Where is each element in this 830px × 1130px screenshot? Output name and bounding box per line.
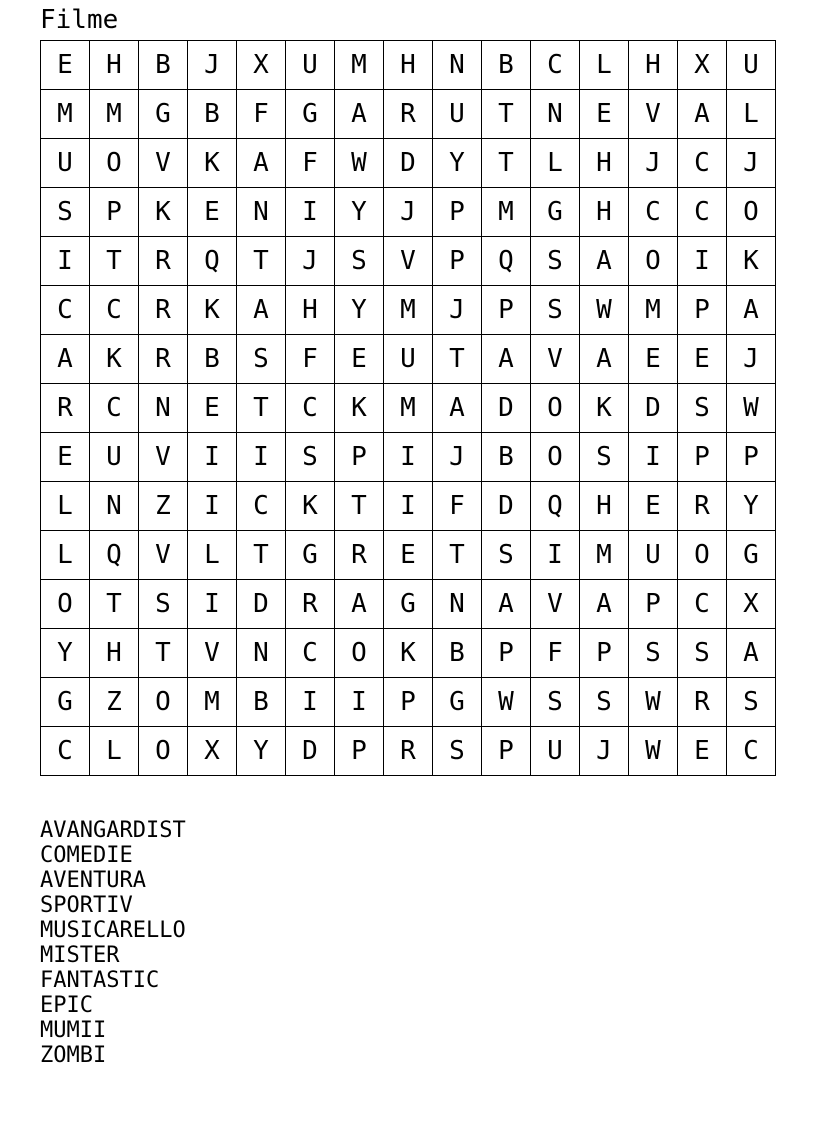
grid-cell[interactable]: U: [384, 335, 433, 384]
grid-cell[interactable]: I: [384, 433, 433, 482]
grid-cell[interactable]: O: [139, 678, 188, 727]
grid-cell[interactable]: M: [482, 188, 531, 237]
grid-cell[interactable]: I: [286, 678, 335, 727]
grid-cell[interactable]: H: [580, 482, 629, 531]
grid-cell[interactable]: J: [727, 335, 776, 384]
grid-cell[interactable]: S: [629, 629, 678, 678]
grid-cell[interactable]: C: [629, 188, 678, 237]
grid-cell[interactable]: K: [90, 335, 139, 384]
grid-cell[interactable]: S: [531, 678, 580, 727]
word-list-item: AVENTURA: [40, 868, 146, 893]
grid-cell[interactable]: O: [139, 727, 188, 776]
grid-cell[interactable]: A: [433, 384, 482, 433]
grid-cell[interactable]: M: [188, 678, 237, 727]
grid-cell[interactable]: T: [482, 90, 531, 139]
grid-cell[interactable]: C: [286, 384, 335, 433]
grid-cell[interactable]: G: [286, 90, 335, 139]
grid-cell[interactable]: V: [531, 580, 580, 629]
grid-row: [41, 727, 776, 776]
grid-cell[interactable]: L: [531, 139, 580, 188]
grid-cell[interactable]: I: [335, 678, 384, 727]
grid-cell[interactable]: B: [482, 433, 531, 482]
grid-cell[interactable]: J: [433, 286, 482, 335]
grid-cell[interactable]: C: [41, 286, 90, 335]
grid-cell[interactable]: G: [286, 531, 335, 580]
grid-cell[interactable]: W: [335, 139, 384, 188]
grid-cell[interactable]: P: [482, 286, 531, 335]
grid-cell[interactable]: U: [433, 90, 482, 139]
grid-cell[interactable]: T: [237, 384, 286, 433]
grid-cell[interactable]: J: [433, 433, 482, 482]
grid-row: [41, 90, 776, 139]
grid-cell[interactable]: C: [678, 580, 727, 629]
grid-cell[interactable]: O: [678, 531, 727, 580]
grid-cell[interactable]: U: [629, 531, 678, 580]
grid-cell[interactable]: L: [41, 531, 90, 580]
grid-cell[interactable]: T: [90, 580, 139, 629]
grid-cell[interactable]: E: [629, 335, 678, 384]
grid-cell[interactable]: H: [90, 629, 139, 678]
grid-cell[interactable]: M: [384, 286, 433, 335]
grid-cell[interactable]: R: [384, 90, 433, 139]
grid-cell[interactable]: A: [237, 139, 286, 188]
grid-cell[interactable]: Y: [727, 482, 776, 531]
grid-cell[interactable]: S: [433, 727, 482, 776]
grid-cell[interactable]: C: [531, 41, 580, 90]
grid-cell[interactable]: L: [188, 531, 237, 580]
grid-cell[interactable]: U: [531, 727, 580, 776]
grid-cell[interactable]: G: [531, 188, 580, 237]
grid-cell[interactable]: K: [727, 237, 776, 286]
grid-cell[interactable]: Y: [41, 629, 90, 678]
grid-cell[interactable]: R: [286, 580, 335, 629]
grid-cell[interactable]: V: [139, 531, 188, 580]
grid-cell[interactable]: Q: [188, 237, 237, 286]
grid-cell[interactable]: P: [482, 629, 531, 678]
grid-cell[interactable]: F: [237, 90, 286, 139]
grid-cell[interactable]: K: [384, 629, 433, 678]
grid-cell[interactable]: A: [482, 580, 531, 629]
grid-cell[interactable]: R: [678, 678, 727, 727]
grid-cell[interactable]: V: [139, 433, 188, 482]
grid-cell[interactable]: H: [286, 286, 335, 335]
grid-cell[interactable]: N: [237, 188, 286, 237]
grid-cell[interactable]: C: [90, 286, 139, 335]
grid-cell[interactable]: P: [90, 188, 139, 237]
grid-cell[interactable]: F: [286, 139, 335, 188]
grid-cell[interactable]: Q: [482, 237, 531, 286]
grid-cell[interactable]: H: [580, 139, 629, 188]
grid-cell[interactable]: I: [678, 237, 727, 286]
grid-cell[interactable]: D: [482, 482, 531, 531]
grid-cell[interactable]: T: [433, 335, 482, 384]
grid-row: [41, 482, 776, 531]
grid-cell[interactable]: M: [335, 41, 384, 90]
grid-cell[interactable]: S: [237, 335, 286, 384]
grid-cell[interactable]: B: [188, 90, 237, 139]
grid-cell[interactable]: V: [139, 139, 188, 188]
grid-cell[interactable]: E: [678, 727, 727, 776]
grid-cell[interactable]: T: [433, 531, 482, 580]
grid-cell[interactable]: S: [531, 237, 580, 286]
grid-cell[interactable]: P: [678, 433, 727, 482]
grid-cell[interactable]: T: [90, 237, 139, 286]
grid-cell[interactable]: I: [384, 482, 433, 531]
grid-cell[interactable]: R: [139, 286, 188, 335]
grid-cell[interactable]: S: [580, 678, 629, 727]
grid-cell[interactable]: H: [90, 41, 139, 90]
grid-cell[interactable]: O: [41, 580, 90, 629]
grid-cell[interactable]: Z: [90, 678, 139, 727]
grid-cell[interactable]: L: [727, 90, 776, 139]
grid-cell[interactable]: Y: [433, 139, 482, 188]
grid-cell[interactable]: Q: [531, 482, 580, 531]
grid-cell[interactable]: B: [237, 678, 286, 727]
grid-cell[interactable]: D: [286, 727, 335, 776]
grid-cell[interactable]: X: [678, 41, 727, 90]
grid-cell[interactable]: O: [629, 237, 678, 286]
grid-cell[interactable]: H: [580, 188, 629, 237]
grid-row: [41, 335, 776, 384]
grid-cell[interactable]: J: [286, 237, 335, 286]
grid-cell[interactable]: A: [580, 335, 629, 384]
grid-cell[interactable]: F: [531, 629, 580, 678]
grid-cell[interactable]: S: [580, 433, 629, 482]
grid-cell[interactable]: S: [678, 384, 727, 433]
grid-cell[interactable]: T: [335, 482, 384, 531]
word-list-item: ZOMBI: [40, 1043, 107, 1068]
grid-cell[interactable]: E: [188, 384, 237, 433]
grid-cell[interactable]: C: [286, 629, 335, 678]
grid-cell[interactable]: E: [335, 335, 384, 384]
grid-cell[interactable]: U: [286, 41, 335, 90]
grid-cell[interactable]: W: [580, 286, 629, 335]
word-list-item: FANTASTIC: [40, 968, 160, 993]
grid-cell[interactable]: G: [41, 678, 90, 727]
grid-cell[interactable]: W: [727, 384, 776, 433]
grid-cell[interactable]: G: [727, 531, 776, 580]
grid-cell[interactable]: B: [482, 41, 531, 90]
grid-cell[interactable]: T: [237, 531, 286, 580]
grid-cell[interactable]: R: [139, 335, 188, 384]
grid-cell[interactable]: I: [188, 482, 237, 531]
grid-cell[interactable]: A: [335, 90, 384, 139]
grid-cell[interactable]: S: [727, 678, 776, 727]
grid-cell[interactable]: O: [335, 629, 384, 678]
grid-cell[interactable]: P: [482, 727, 531, 776]
grid-cell[interactable]: W: [482, 678, 531, 727]
grid-cell[interactable]: P: [580, 629, 629, 678]
grid-cell[interactable]: D: [384, 139, 433, 188]
grid-row: [41, 580, 776, 629]
grid-cell[interactable]: X: [727, 580, 776, 629]
grid-cell[interactable]: P: [433, 188, 482, 237]
grid-cell[interactable]: D: [482, 384, 531, 433]
grid-cell[interactable]: C: [41, 727, 90, 776]
grid-cell[interactable]: I: [41, 237, 90, 286]
grid-cell[interactable]: W: [629, 678, 678, 727]
grid-cell[interactable]: G: [433, 678, 482, 727]
grid-cell[interactable]: M: [90, 90, 139, 139]
grid-cell[interactable]: W: [629, 727, 678, 776]
grid-row: [41, 237, 776, 286]
grid-cell[interactable]: G: [384, 580, 433, 629]
grid-cell[interactable]: I: [237, 433, 286, 482]
grid-cell[interactable]: Z: [139, 482, 188, 531]
grid-cell[interactable]: T: [237, 237, 286, 286]
grid-cell[interactable]: S: [531, 286, 580, 335]
grid-cell[interactable]: A: [41, 335, 90, 384]
grid-cell[interactable]: N: [531, 90, 580, 139]
word-list: [40, 818, 186, 1068]
grid-row: [41, 678, 776, 727]
grid-row: [41, 286, 776, 335]
grid-cell[interactable]: K: [580, 384, 629, 433]
grid-cell[interactable]: O: [531, 433, 580, 482]
grid-cell[interactable]: R: [41, 384, 90, 433]
grid-cell[interactable]: B: [188, 335, 237, 384]
grid-cell[interactable]: I: [531, 531, 580, 580]
grid-cell[interactable]: R: [335, 531, 384, 580]
grid-cell[interactable]: B: [139, 41, 188, 90]
word-list-item: MUMII: [40, 1018, 107, 1043]
grid-cell[interactable]: J: [384, 188, 433, 237]
grid-cell[interactable]: M: [629, 286, 678, 335]
grid-cell[interactable]: A: [580, 580, 629, 629]
grid-row: [41, 139, 776, 188]
grid-cell[interactable]: D: [629, 384, 678, 433]
grid-cell[interactable]: X: [188, 727, 237, 776]
grid-cell[interactable]: J: [188, 41, 237, 90]
grid-cell[interactable]: U: [727, 41, 776, 90]
grid-cell[interactable]: E: [188, 188, 237, 237]
grid-cell[interactable]: E: [629, 482, 678, 531]
grid-row: [41, 188, 776, 237]
grid-cell[interactable]: K: [188, 286, 237, 335]
grid-cell[interactable]: A: [678, 90, 727, 139]
grid-cell[interactable]: U: [41, 139, 90, 188]
grid-row: [41, 41, 776, 90]
grid-cell[interactable]: N: [237, 629, 286, 678]
grid-cell[interactable]: J: [629, 139, 678, 188]
word-list-item: AVANGARDIST: [40, 818, 186, 843]
grid-cell[interactable]: D: [237, 580, 286, 629]
grid-cell[interactable]: K: [286, 482, 335, 531]
grid-cell[interactable]: S: [678, 629, 727, 678]
grid-cell[interactable]: L: [580, 41, 629, 90]
grid-cell[interactable]: K: [139, 188, 188, 237]
grid-cell[interactable]: K: [188, 139, 237, 188]
grid-cell[interactable]: Y: [335, 286, 384, 335]
grid-cell[interactable]: M: [580, 531, 629, 580]
grid-cell[interactable]: C: [727, 727, 776, 776]
grid-cell[interactable]: C: [237, 482, 286, 531]
word-list-item: MUSICARELLO: [40, 918, 186, 943]
grid-cell[interactable]: N: [139, 384, 188, 433]
grid-cell[interactable]: C: [678, 139, 727, 188]
grid-cell[interactable]: E: [41, 41, 90, 90]
grid-row: [41, 531, 776, 580]
word-list-item: MISTER: [40, 943, 120, 968]
grid-cell[interactable]: S: [335, 237, 384, 286]
grid-cell[interactable]: E: [678, 335, 727, 384]
grid-cell[interactable]: T: [482, 139, 531, 188]
grid-cell[interactable]: Q: [90, 531, 139, 580]
grid-cell[interactable]: O: [531, 384, 580, 433]
grid-cell[interactable]: R: [678, 482, 727, 531]
grid-cell[interactable]: A: [727, 629, 776, 678]
grid-cell[interactable]: N: [433, 41, 482, 90]
grid-cell[interactable]: P: [678, 286, 727, 335]
grid-cell[interactable]: F: [286, 335, 335, 384]
grid-cell[interactable]: B: [433, 629, 482, 678]
grid-cell[interactable]: E: [41, 433, 90, 482]
grid-cell[interactable]: J: [580, 727, 629, 776]
grid-cell[interactable]: U: [90, 433, 139, 482]
grid-cell[interactable]: A: [237, 286, 286, 335]
grid-cell[interactable]: M: [384, 384, 433, 433]
grid-cell[interactable]: M: [41, 90, 90, 139]
grid-cell[interactable]: I: [629, 433, 678, 482]
grid-cell[interactable]: P: [335, 727, 384, 776]
grid-row: [41, 433, 776, 482]
word-list-item: SPORTIV: [40, 893, 133, 918]
grid-cell[interactable]: R: [139, 237, 188, 286]
grid-cell[interactable]: X: [237, 41, 286, 90]
grid-cell[interactable]: E: [384, 531, 433, 580]
grid-cell[interactable]: Y: [237, 727, 286, 776]
grid-cell[interactable]: R: [384, 727, 433, 776]
grid-cell[interactable]: A: [482, 335, 531, 384]
grid-cell[interactable]: C: [678, 188, 727, 237]
grid-cell[interactable]: A: [335, 580, 384, 629]
grid-cell[interactable]: V: [629, 90, 678, 139]
grid-cell[interactable]: O: [90, 139, 139, 188]
grid-cell[interactable]: H: [629, 41, 678, 90]
grid-cell[interactable]: S: [41, 188, 90, 237]
grid-cell[interactable]: V: [188, 629, 237, 678]
grid-cell[interactable]: N: [90, 482, 139, 531]
grid-cell[interactable]: S: [139, 580, 188, 629]
grid-cell[interactable]: K: [335, 384, 384, 433]
grid-cell[interactable]: C: [90, 384, 139, 433]
grid-cell[interactable]: G: [139, 90, 188, 139]
word-search-grid: [40, 40, 776, 776]
grid-cell[interactable]: F: [433, 482, 482, 531]
grid-row: [41, 384, 776, 433]
grid-cell[interactable]: S: [482, 531, 531, 580]
grid-cell[interactable]: P: [727, 433, 776, 482]
grid-cell[interactable]: P: [335, 433, 384, 482]
grid-cell[interactable]: O: [727, 188, 776, 237]
grid-cell[interactable]: I: [188, 433, 237, 482]
puzzle-title: Filme: [40, 5, 119, 35]
grid-cell[interactable]: A: [727, 286, 776, 335]
word-list-item: COMEDIE: [40, 843, 133, 868]
grid-cell[interactable]: L: [90, 727, 139, 776]
grid-cell[interactable]: I: [286, 188, 335, 237]
grid-cell[interactable]: P: [433, 237, 482, 286]
grid-cell[interactable]: V: [384, 237, 433, 286]
grid-row: [41, 629, 776, 678]
grid-cell[interactable]: N: [433, 580, 482, 629]
grid-cell[interactable]: Y: [335, 188, 384, 237]
grid-cell[interactable]: S: [286, 433, 335, 482]
word-list-item: EPIC: [40, 993, 93, 1018]
grid-cell[interactable]: A: [580, 237, 629, 286]
grid-cell[interactable]: H: [384, 41, 433, 90]
grid-cell[interactable]: P: [384, 678, 433, 727]
grid-cell[interactable]: T: [139, 629, 188, 678]
grid-cell[interactable]: P: [629, 580, 678, 629]
grid-cell[interactable]: I: [188, 580, 237, 629]
grid-cell[interactable]: L: [41, 482, 90, 531]
grid-cell[interactable]: J: [727, 139, 776, 188]
grid-cell[interactable]: E: [580, 90, 629, 139]
grid-cell[interactable]: V: [531, 335, 580, 384]
